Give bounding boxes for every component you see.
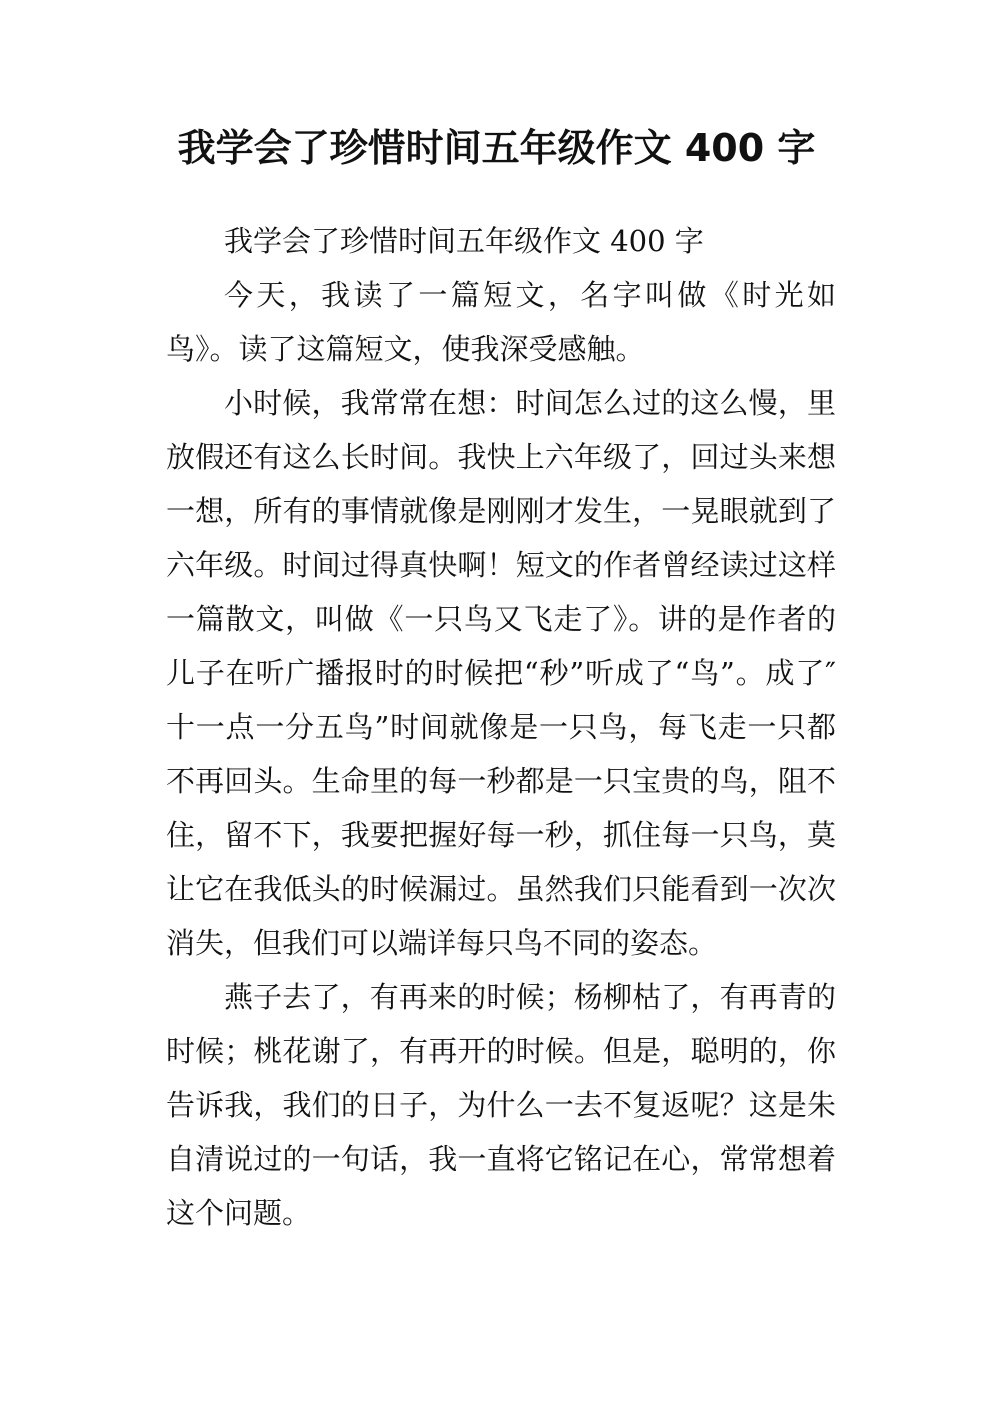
paragraph-3: 燕子去了，有再来的时候；杨柳枯了，有再青的时候；桃花谢了，有再开的时候。但是，聪明的，你告诉我，我们的日子，为什么一去不复返呢？这是朱自清说过的一句话，我一直将它铭记在心，常常想着这个问题。 bbox=[166, 980, 836, 1230]
document-body bbox=[166, 214, 836, 1240]
paragraph-1: 今天，我读了一篇短文，名字叫做《时光如鸟》。读了这篇短文，使我深受感触。 bbox=[166, 278, 836, 366]
document-title: 我学会了珍惜时间五年级作文 400 字 bbox=[177, 126, 816, 170]
paragraph-2: 小时候，我常常在想：时间怎么过的这么慢，里放假还有这么长时间。我快上六年级了，回过头来想一想，所有的事情就像是刚刚才发生，一晃眼就到了六年级。时间过得真快啊！短文的作者曾经读过这样一篇散文，叫做《一只鸟又飞走了》。讲的是作者的儿子在听广播报时的时候把“秒”听成了“鸟”。成了″十一点一分五鸟”时间就像是一只鸟，每飞走一只都不再回头。生命里的每一秒都是一只宝贵的鸟，阻不住，留不下，我要把握好每一秒，抓住每一只鸟，莫让它在我低头的时候漏过。虽然我们只能看到一次次消失，但我们可以端详每只鸟不同的姿态。 bbox=[166, 386, 836, 960]
paragraph-heading: 我学会了珍惜时间五年级作文 400 字 bbox=[224, 224, 704, 258]
